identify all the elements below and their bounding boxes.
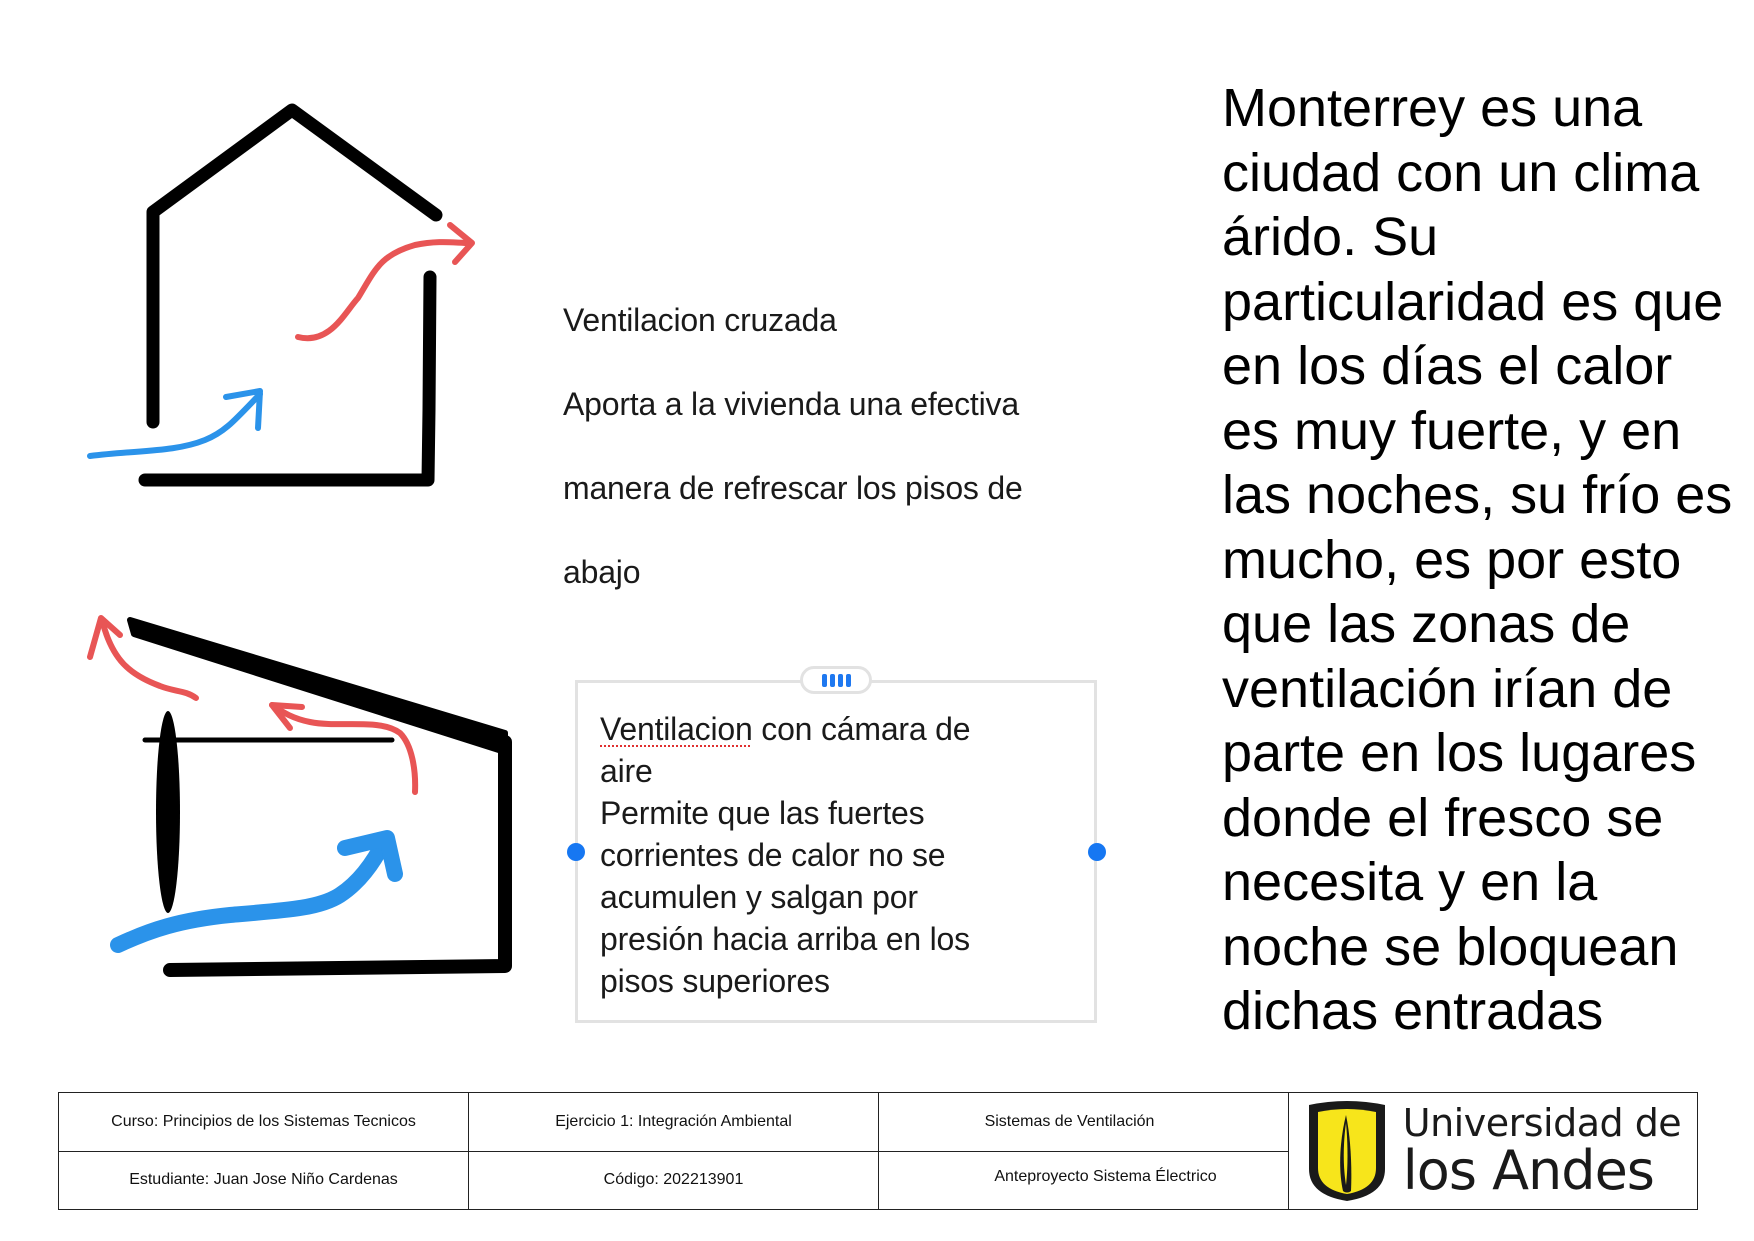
hot-air-arrow xyxy=(298,242,470,338)
paragraph-line: Monterrey es una xyxy=(1222,78,1643,138)
code-cell: Código: 202213901 xyxy=(469,1151,879,1210)
note-line: Permite que las fuertes xyxy=(600,795,925,831)
cross-ventilation-note xyxy=(563,257,1083,635)
paragraph-line: donde el fresco se xyxy=(1222,787,1664,848)
topic-label: Sistemas de Ventilación xyxy=(984,1112,1155,1130)
logo-wordmark xyxy=(1402,1101,1682,1202)
course-cell: Curso: Principios de los Sistemas Tecnicos xyxy=(59,1093,469,1152)
note-line: presión hacia arriba en los xyxy=(600,921,970,957)
topic-cell xyxy=(879,1093,1289,1152)
air-chamber-diagram xyxy=(90,618,505,970)
logo-line1: Universidad de xyxy=(1402,1101,1682,1145)
paragraph-line: mucho, es por esto xyxy=(1222,529,1682,590)
paragraph-line: es muy fuerte, y en xyxy=(1222,400,1682,461)
misspelled-word[interactable]: Ventilacion xyxy=(600,711,753,747)
paragraph-line: parte en los lugares xyxy=(1222,723,1697,783)
paragraph-line: que las zonas de xyxy=(1222,594,1631,654)
grip-icon xyxy=(846,674,851,687)
climate-description xyxy=(1222,76,1752,1044)
shield-icon xyxy=(1305,1099,1389,1203)
paragraph-line: en los días el calor xyxy=(1222,336,1673,396)
hot-air-arrow xyxy=(272,705,415,792)
paragraph-line: las noches, su frío es xyxy=(1222,465,1733,525)
grip-icon xyxy=(830,674,835,687)
grip-icon xyxy=(838,674,843,687)
cool-air-arrow xyxy=(118,840,385,945)
resize-handle-right[interactable] xyxy=(1088,843,1106,861)
resize-handle-left[interactable] xyxy=(567,843,585,861)
note-title: Ventilacion cruzada xyxy=(563,302,837,338)
paragraph-line: ciudad con un clima xyxy=(1222,142,1700,203)
note-line: corrientes de calor no se xyxy=(600,837,946,873)
note-line: Aporta a la vivienda una efectiva xyxy=(563,386,1019,422)
note-line: manera de refrescar los pisos de xyxy=(563,470,1023,506)
selected-text-box[interactable] xyxy=(575,680,1097,1023)
note-line: aire xyxy=(600,753,653,789)
paragraph-line: árido. Su xyxy=(1222,207,1439,267)
note-title-rest: con cámara de xyxy=(752,711,971,747)
university-logo xyxy=(1289,1093,1697,1209)
note-line: abajo xyxy=(563,554,641,590)
text-box-content[interactable] xyxy=(600,708,1080,1002)
title-block xyxy=(58,1092,1698,1210)
paragraph-line: necesita y en la xyxy=(1222,852,1598,912)
paragraph-line: particularidad es que xyxy=(1222,271,1724,332)
paragraph-line: noche se bloquean xyxy=(1222,916,1679,977)
title-block-row xyxy=(59,1093,1698,1152)
project-cell xyxy=(879,1151,1289,1210)
exercise-cell: Ejercicio 1: Integración Ambiental xyxy=(469,1093,879,1152)
house-gable-diagram xyxy=(90,110,472,480)
project-label: Anteproyecto Sistema Électrico xyxy=(994,1168,1217,1186)
student-cell: Estudiante: Juan Jose Niño Cardenas xyxy=(59,1151,469,1210)
note-title-line xyxy=(600,708,1080,750)
note-line: acumulen y salgan por xyxy=(600,879,918,915)
paragraph-line: ventilación irían de xyxy=(1222,658,1673,719)
logo-line2: los Andes xyxy=(1402,1139,1654,1202)
logo-cell xyxy=(1289,1093,1698,1210)
move-handle[interactable] xyxy=(800,666,872,694)
paragraph-line: dichas entradas xyxy=(1222,981,1604,1041)
hot-air-arrow xyxy=(102,620,196,698)
grip-icon xyxy=(822,674,827,687)
note-line: pisos superiores xyxy=(600,963,830,999)
cool-air-arrow xyxy=(90,394,260,456)
